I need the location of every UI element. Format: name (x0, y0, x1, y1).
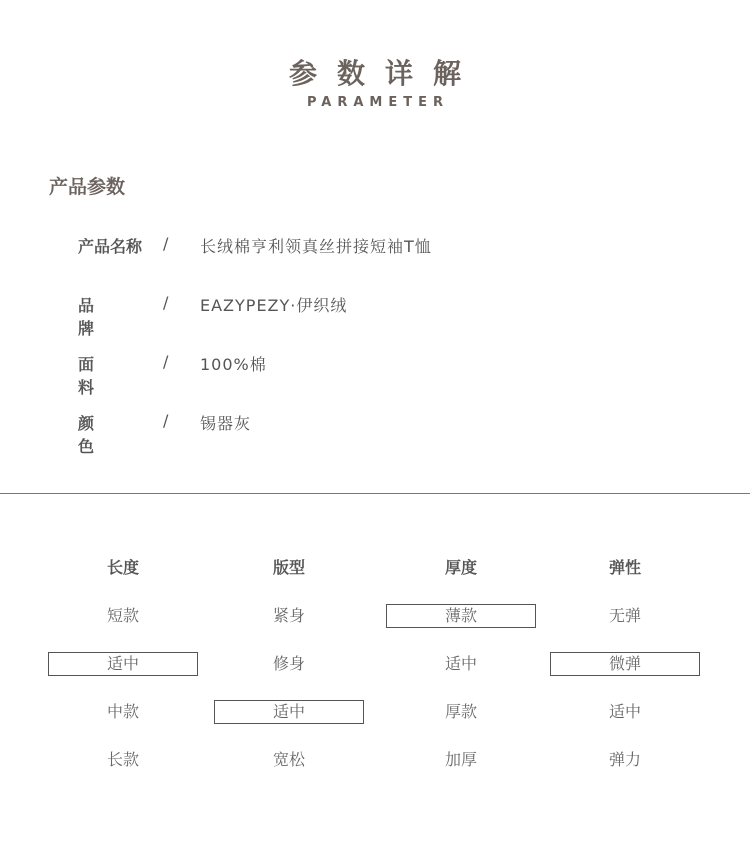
attribute-option: 长款 (106, 750, 139, 769)
attribute-option: 无弹 (608, 606, 641, 625)
param-slash: / (163, 293, 169, 312)
param-value: EAZYPEZY·伊织绒 (200, 296, 348, 315)
attribute-option: 加厚 (444, 750, 477, 769)
attribute-option: 厚款 (444, 702, 477, 721)
attribute-column-thickness (386, 556, 536, 772)
attribute-option: 适中 (48, 652, 198, 676)
param-slash: / (163, 352, 169, 371)
param-slash: / (163, 411, 169, 430)
attribute-header: 厚度 (444, 558, 477, 577)
section-heading: 产品参数 (49, 176, 126, 198)
attribute-option: 适中 (444, 654, 477, 673)
param-row-brand (0, 293, 750, 338)
attribute-option: 紧身 (272, 606, 305, 625)
param-label (78, 411, 150, 457)
param-label (78, 352, 150, 398)
param-label-text: 面料 (78, 355, 133, 397)
attribute-option: 修身 (272, 654, 305, 673)
attribute-option: 短款 (106, 606, 139, 625)
param-value: 100%棉 (200, 355, 267, 374)
param-value: 长绒棉亨利领真丝拼接短袖T恤 (200, 237, 432, 256)
param-label-text: 产品名称 (78, 237, 143, 256)
attribute-header: 版型 (272, 558, 305, 577)
param-row-name (0, 234, 750, 258)
attribute-header: 弹性 (608, 558, 641, 577)
param-row-fabric (0, 352, 750, 397)
param-label-text: 品牌 (78, 296, 133, 338)
param-label (78, 293, 150, 339)
attribute-option: 微弹 (550, 652, 700, 676)
attribute-option: 弹力 (608, 750, 641, 769)
page-title: 参数详解 (288, 57, 481, 90)
section-divider (0, 493, 750, 494)
attribute-option: 适中 (608, 702, 641, 721)
param-value: 锡器灰 (200, 414, 252, 433)
param-row-color (0, 411, 750, 456)
param-label (78, 234, 150, 257)
attribute-option: 薄款 (386, 604, 536, 628)
attribute-column-elasticity (550, 556, 700, 772)
page-subtitle: PARAMETER (306, 95, 450, 110)
param-label-text: 颜色 (78, 414, 133, 456)
attribute-header: 长度 (106, 558, 139, 577)
attribute-column-length (48, 556, 198, 772)
attribute-option: 适中 (214, 700, 364, 724)
param-slash: / (163, 234, 169, 253)
attribute-option: 中款 (106, 702, 139, 721)
attribute-column-fit (214, 556, 364, 772)
attribute-option: 宽松 (272, 750, 305, 769)
